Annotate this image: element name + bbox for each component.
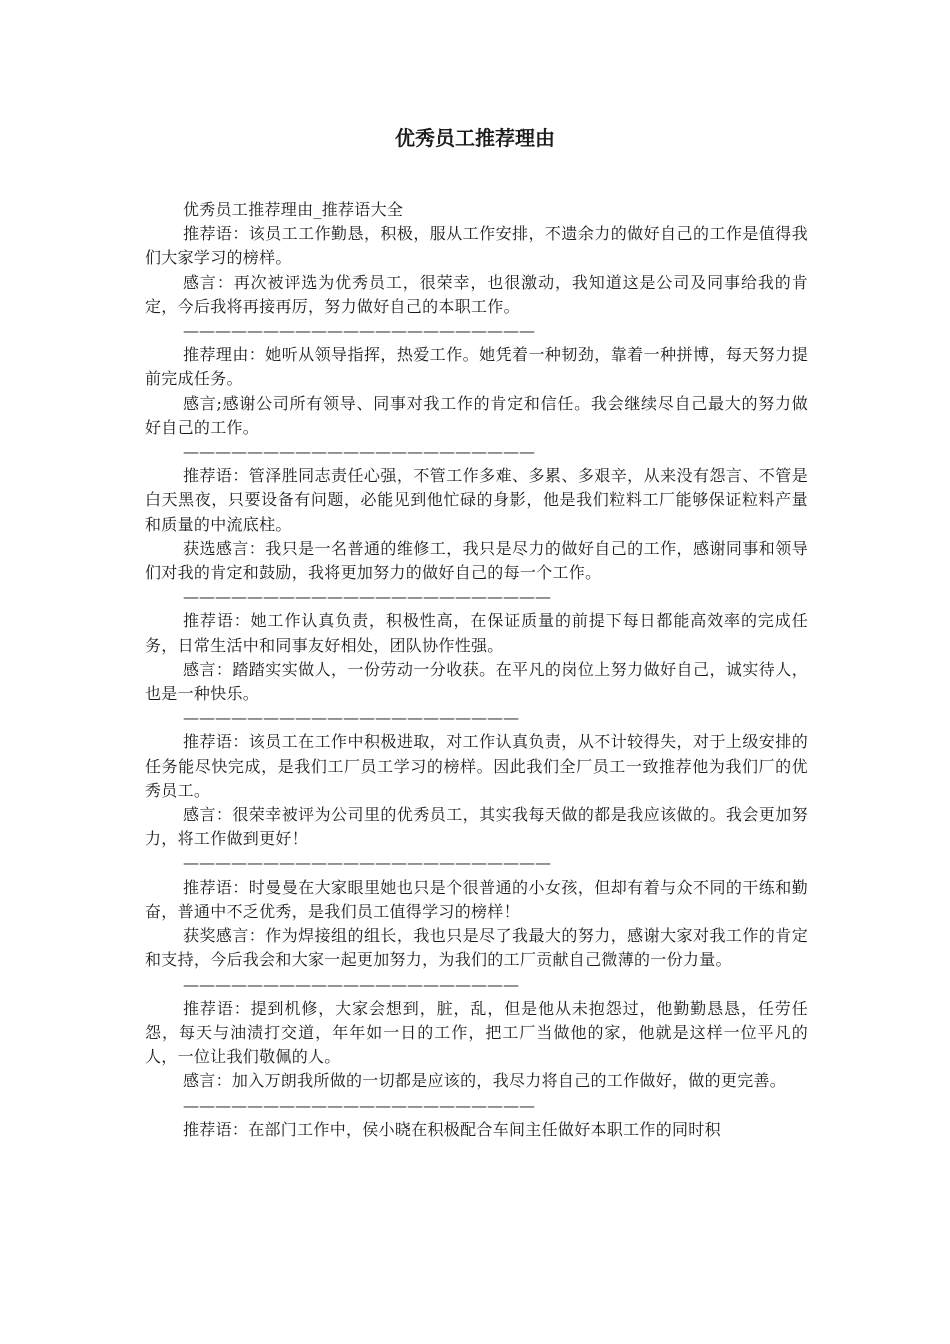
recommendation-paragraph: 推荐语：管泽胜同志责任心强，不管工作多难、多累、多艰辛，从来没有怨言、不管是白天黑夜，只要设备有问题，必能见到他忙碌的身影，他是我们粒料工厂能够保证粒料产量和质量的中流底柱。 [145, 466, 808, 534]
document-title: 优秀员工推荐理由 [395, 126, 555, 150]
separator-line: —————————————————————— [183, 1095, 535, 1115]
recommendation-paragraph: 推荐理由：她听从领导指挥，热爱工作。她凭着一种韧劲，靠着一种拼博，每天努力提前完成任务。 [145, 345, 808, 389]
separator-line: —————————————————————— [183, 321, 535, 341]
recommendation-paragraph: 推荐语：该员工在工作中积极进取，对工作认真负责，从不计较得失，对于上级安排的任务能尽快完成，是我们工厂员工学习的榜样。因此我们全厂员工一致推荐他为我们厂的优秀员工。 [145, 732, 808, 800]
recommendation-paragraph: 推荐语：她工作认真负责，积极性高，在保证质量的前提下每日都能高效率的完成任务，日常生活中和同事友好相处，团队协作性强。 [145, 611, 808, 655]
response-paragraph: 感言：加入万朗我所做的一切都是应该的，我尽力将自己的工作做好，做的更完善。 [183, 1071, 787, 1091]
response-paragraph: 获奖感言：作为焊接组的组长，我也只是尽了我最大的努力，感谢大家对我工作的肯定和支持，今后我会和大家一起更加努力，为我们的工厂贡献自己微薄的一份力量。 [145, 926, 808, 970]
separator-line: ——————————————————————— [183, 853, 551, 873]
separator-line: ——————————————————————— [183, 587, 551, 607]
recommendation-paragraph: 推荐语：在部门工作中，侯小晓在积极配合车间主任做好本职工作的同时积 [183, 1119, 721, 1139]
document-body [145, 198, 808, 1142]
recommendation-paragraph: 推荐语：提到机修，大家会想到，脏，乱，但是他从未抱怨过，他勤勤恳恳，任劳任怨，每天与油渍打交道，年年如一日的工作，把工厂当做他的家，他就是这样一位平凡的人，一位让我们敬佩的人。 [145, 998, 808, 1067]
separator-line: ————————————————————— [183, 708, 519, 728]
response-paragraph: 获选感言：我只是一名普通的维修工，我只是尽力的做好自己的工作，感谢同事和领导们对我的肯定和鼓励，我将更加努力的做好自己的每一个工作。 [145, 538, 808, 583]
response-paragraph: 感言;感谢公司所有领导、同事对我工作的肯定和信任。我会继续尽自己最大的努力做好自己的工作。 [145, 393, 808, 437]
response-paragraph: 感言：踏踏实实做人，一份劳动一分收获。在平凡的岗位上努力做好自己，诚实待人，也是一种快乐。 [145, 659, 808, 704]
recommendation-paragraph: 推荐语：时曼曼在大家眼里她也只是个很普通的小女孩，但却有着与众不同的干练和勤奋，普通中不乏优秀，是我们员工值得学习的榜样！ [145, 877, 808, 921]
response-paragraph: 感言：再次被评选为优秀员工，很荣幸，也很激动，我知道这是公司及同事给我的肯定，今后我将再接再厉，努力做好自己的本职工作。 [145, 272, 808, 316]
separator-line: —————————————————————— [183, 442, 535, 462]
document-subtitle: 优秀员工推荐理由_推荐语大全 [183, 200, 404, 219]
response-paragraph: 感言：很荣幸被评为公司里的优秀员工，其实我每天做的都是我应该做的。我会更加努力，将工作做到更好！ [145, 805, 808, 849]
recommendation-paragraph: 推荐语：该员工工作勤恳，积极，服从工作安排，不遗余力的做好自己的工作是值得我们大家学习的榜样。 [145, 224, 808, 268]
separator-line: ————————————————————— [183, 974, 519, 994]
